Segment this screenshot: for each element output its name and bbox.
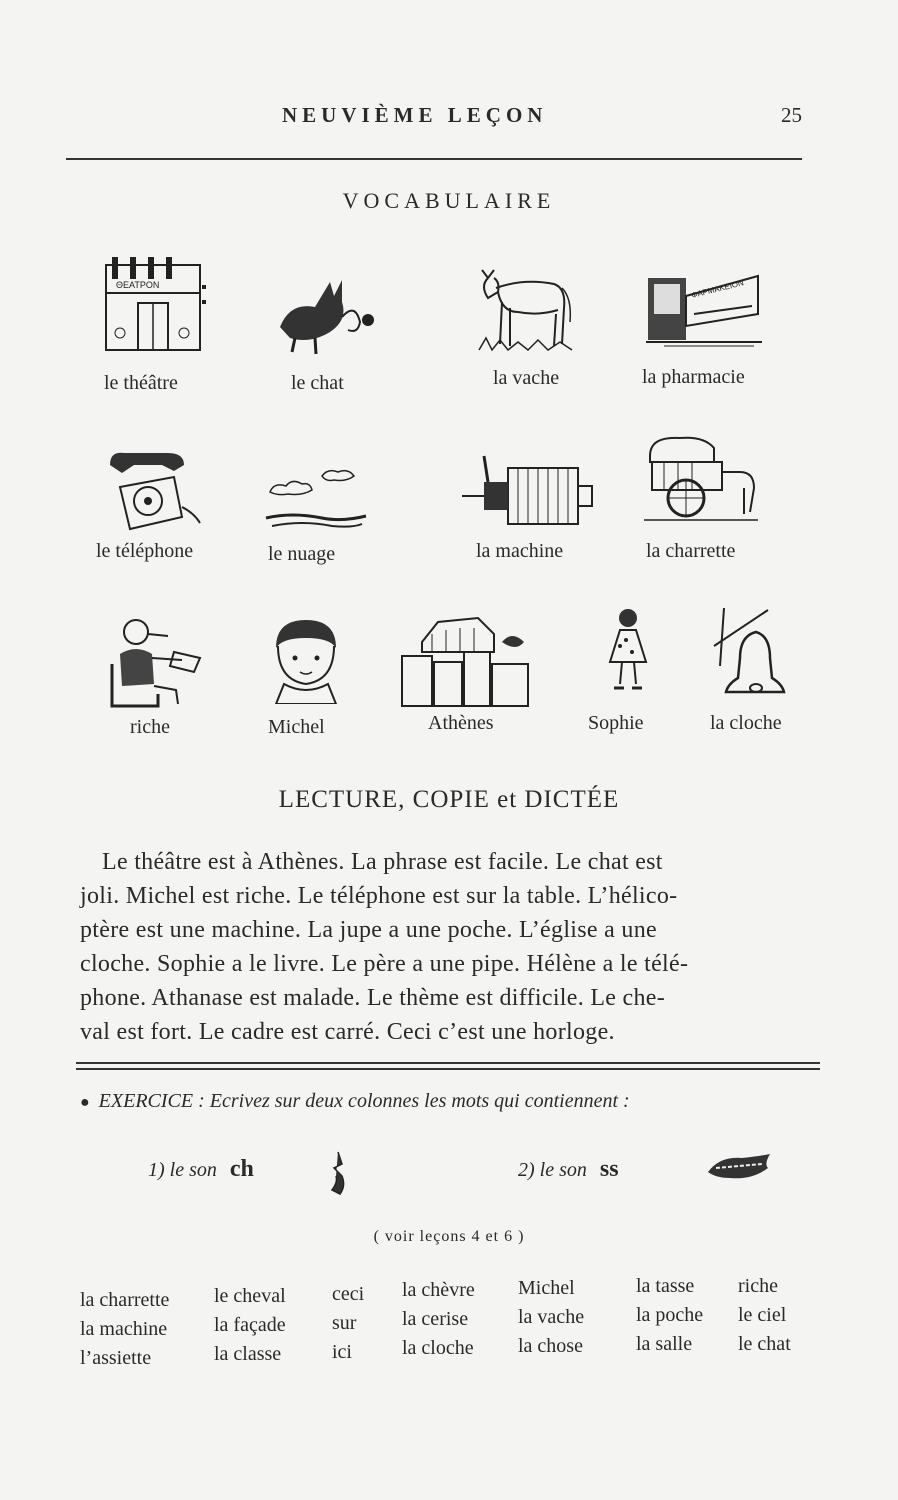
word-column-3 (332, 1280, 364, 1367)
vocab-label-cloche: la cloche (710, 712, 782, 734)
word-item: sur (332, 1312, 357, 1334)
word-item: la cerise (402, 1308, 469, 1330)
vocab-label-telephone: le téléphone (96, 540, 194, 562)
word-item: la vache (518, 1306, 585, 1328)
page-number: 25 (781, 103, 802, 127)
train-whistle-icon (326, 1150, 350, 1201)
word-item: la charrette (80, 1289, 170, 1311)
svg-text:ΦΑΡΜΑΚΕΙΟΝ: ΦΑΡΜΑΚΕΙΟΝ (690, 278, 745, 300)
section-divider-bottom (76, 1068, 820, 1070)
boy-icon (270, 618, 342, 704)
exercise-instruction (80, 1090, 630, 1113)
reading-line: Le théâtre est à Athènes. La phrase est facile. Le chat est (102, 849, 663, 875)
reading-line: phone. Athanase est malade. Le thème est difficile. Le che- (80, 985, 666, 1011)
sound-ss (518, 1156, 619, 1183)
word-item: le ciel (738, 1304, 787, 1326)
vocabulary-title: VOCABULAIRE (342, 188, 556, 213)
word-item: le chat (738, 1333, 791, 1355)
word-item: la cloche (402, 1337, 474, 1359)
section-divider-top (76, 1062, 820, 1064)
page-header (66, 103, 802, 133)
telephone-icon (104, 447, 204, 535)
vocab-label-vache: la vache (493, 367, 560, 389)
vocab-label-michel: Michel (268, 716, 325, 738)
sound-ss-label: 2) le son (518, 1159, 587, 1181)
word-item: la classe (214, 1343, 282, 1365)
sound-ch-symbol: ch (229, 1156, 254, 1182)
reading-line: cloche. Sophie a le livre. Le père a une pipe. Hélène a le télé- (80, 951, 689, 977)
vocab-label-riche: riche (130, 716, 170, 738)
sound-ch (148, 1156, 254, 1183)
vocab-label-pharmacie: la pharmacie (642, 366, 745, 388)
word-item: Michel (518, 1277, 575, 1299)
word-item: la chèvre (402, 1279, 475, 1301)
reference-note: ( voir leçons 4 et 6 ) (373, 1228, 525, 1245)
hissing-mouth-icon (706, 1150, 772, 1189)
vocab-label-sophie: Sophie (588, 712, 644, 734)
vocab-label-machine: la machine (476, 540, 564, 562)
reading-line: val est fort. Le cadre est carré. Ceci c’est une horloge. (80, 1019, 615, 1045)
vocab-label-nuage: le nuage (268, 543, 336, 565)
cloud-icon (262, 462, 372, 532)
vocab-label-athenes: Athènes (428, 712, 494, 734)
word-item: la poche (636, 1304, 704, 1326)
word-item: la salle (636, 1333, 693, 1355)
word-item: ceci (332, 1283, 365, 1305)
pharmacy-icon (644, 270, 764, 350)
word-column-1 (80, 1286, 169, 1373)
word-item: le cheval (214, 1285, 286, 1307)
theater-building-icon (98, 255, 208, 355)
exercise-label: EXERCICE (98, 1090, 194, 1112)
bell-icon (704, 606, 790, 702)
bullet-icon: ● (80, 1094, 90, 1111)
lesson-title: NEUVIÈME LEÇON (282, 103, 548, 127)
word-item: l’assiette (80, 1347, 152, 1369)
sound-ch-label: 1) le son (148, 1159, 217, 1181)
reading-title: LECTURE, COPIE et DICTÉE (278, 786, 620, 813)
vocab-label-theatre: le théâtre (104, 372, 178, 394)
word-item: la façade (214, 1314, 286, 1336)
rich-man-icon (108, 614, 204, 710)
word-item: la machine (80, 1318, 168, 1340)
word-item: riche (738, 1275, 778, 1297)
svg-text:ΘΕΑΤΡΟΝ: ΘΕΑΤΡΟΝ (116, 280, 160, 290)
sound-ss-symbol: ss (599, 1156, 619, 1182)
word-column-5 (518, 1274, 584, 1361)
machine-icon (462, 452, 596, 534)
word-column-6 (636, 1272, 703, 1359)
word-column-2 (214, 1282, 286, 1369)
cart-icon (644, 432, 760, 526)
cow-icon (474, 258, 578, 354)
exercise-text: : Ecrivez sur deux colonnes les mots qui contiennent : (198, 1090, 630, 1112)
header-rule (66, 158, 802, 160)
vocab-label-chat: le chat (291, 372, 344, 394)
vocab-label-charrette: la charrette (646, 540, 736, 562)
girl-icon (606, 606, 650, 690)
word-column-4 (402, 1276, 475, 1363)
word-column-7 (738, 1272, 791, 1359)
city-icon (398, 612, 532, 708)
cat-icon (270, 272, 380, 357)
reading-paragraph (80, 845, 820, 1049)
word-item: la tasse (636, 1275, 695, 1297)
reading-line: joli. Michel est riche. Le téléphone est sur la table. L’hélico- (80, 883, 678, 909)
word-item: la chose (518, 1335, 583, 1357)
reading-line: ptère est une machine. La jupe a une poche. L’église a une (80, 917, 657, 943)
word-item: ici (332, 1341, 352, 1363)
